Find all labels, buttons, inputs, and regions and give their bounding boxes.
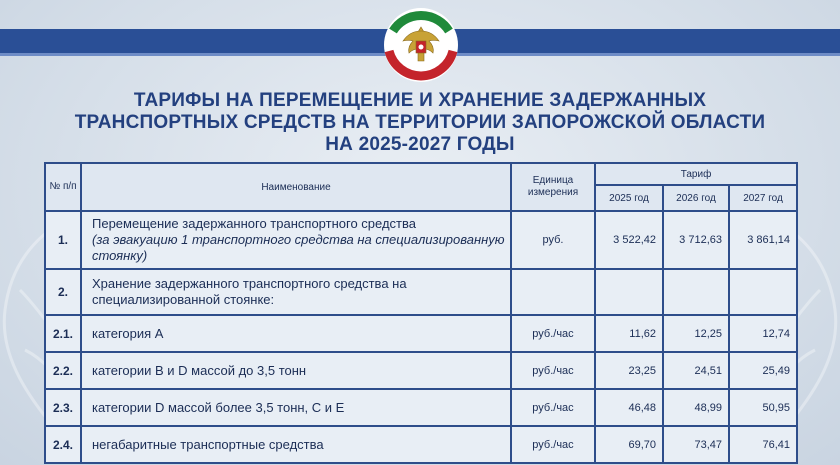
table-row: [45, 211, 797, 269]
row-value-2025: 11,62: [595, 315, 663, 352]
row-number: 2.: [45, 269, 81, 315]
row-value-2027: 3 861,14: [729, 211, 797, 269]
row-value-2026: [663, 269, 729, 315]
row-unit: [511, 269, 595, 315]
row-name: категории В и D массой до 3,5 тонн: [81, 352, 511, 389]
row-name: категории D массой более 3,5 тонн, С и Е: [81, 389, 511, 426]
row-value-2026: 73,47: [663, 426, 729, 463]
row-value-2026: 24,51: [663, 352, 729, 389]
row-unit: руб./час: [511, 426, 595, 463]
header-number: № п/п: [45, 163, 81, 211]
row-value-2027: 50,95: [729, 389, 797, 426]
row-name: категория А: [81, 315, 511, 352]
row-name-main: Перемещение задержанного транспортного средства: [92, 216, 416, 231]
title-line-3: НА 2025-2027 ГОДЫ: [325, 134, 515, 155]
row-value-2025: 69,70: [595, 426, 663, 463]
row-number: 1.: [45, 211, 81, 269]
row-value-2025: 3 522,42: [595, 211, 663, 269]
tariff-table: [44, 162, 798, 464]
row-number: 2.4.: [45, 426, 81, 463]
row-value-2027: 25,49: [729, 352, 797, 389]
header-year-2025: 2025 год: [595, 185, 663, 211]
table-row: [45, 269, 797, 315]
row-unit: руб.: [511, 211, 595, 269]
row-value-2025: 23,25: [595, 352, 663, 389]
row-name: негабаритные транспортные средства: [81, 426, 511, 463]
table-row: [45, 389, 797, 426]
row-number: 2.3.: [45, 389, 81, 426]
row-unit: руб./час: [511, 352, 595, 389]
table-header-row: [45, 163, 797, 185]
header-name: Наименование: [81, 163, 511, 211]
title-line-2: ТРАНСПОРТНЫХ СРЕДСТВ НА ТЕРРИТОРИИ ЗАПОРОЖСКОЙ ОБЛАСТИ: [74, 112, 766, 133]
row-number: 2.2.: [45, 352, 81, 389]
row-name: [81, 211, 511, 269]
row-number: 2.1.: [45, 315, 81, 352]
header-year-2027: 2027 год: [729, 185, 797, 211]
table-row: [45, 352, 797, 389]
page-title: [40, 90, 800, 156]
row-value-2027: 12,74: [729, 315, 797, 352]
title-line-1: ТАРИФЫ НА ПЕРЕМЕЩЕНИЕ И ХРАНЕНИЕ ЗАДЕРЖАННЫХ: [133, 90, 707, 111]
row-value-2025: 46,48: [595, 389, 663, 426]
header-tariff: Тариф: [595, 163, 797, 185]
table-row: [45, 315, 797, 352]
row-value-2027: 76,41: [729, 426, 797, 463]
header-year-2026: 2026 год: [663, 185, 729, 211]
row-name: Хранение задержанного транспортного средства на специализированной стоянке:: [81, 269, 511, 315]
row-value-2026: 3 712,63: [663, 211, 729, 269]
row-value-2025: [595, 269, 663, 315]
row-unit: руб./час: [511, 315, 595, 352]
header-unit: Единица измерения: [511, 163, 595, 211]
row-unit: руб./час: [511, 389, 595, 426]
row-name-note: (за эвакуацию 1 транспортного средства на специализированную стоянку): [92, 232, 505, 263]
row-value-2027: [729, 269, 797, 315]
row-value-2026: 48,99: [663, 389, 729, 426]
row-value-2026: 12,25: [663, 315, 729, 352]
table-row: [45, 426, 797, 463]
coat-of-arms-emblem: [383, 7, 459, 83]
